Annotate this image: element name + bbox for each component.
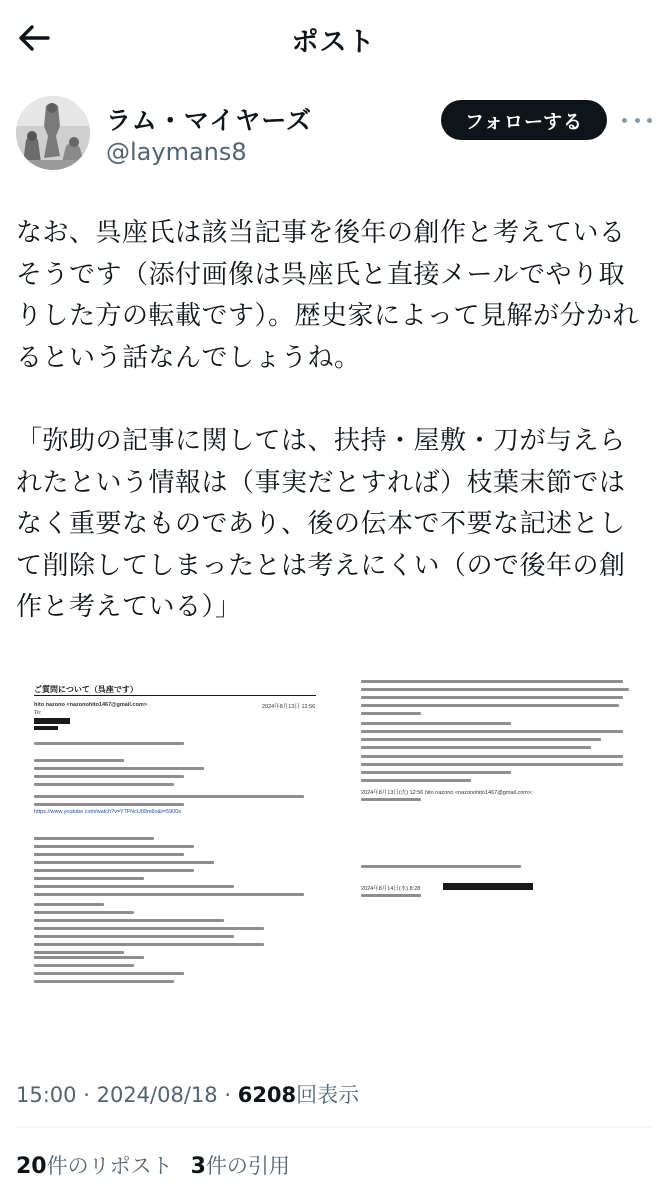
email-body-line (34, 837, 154, 840)
post-text: なお、呉座氏は該当記事を後年の創作と考えているそうです（添付画像は呉座氏と直接メールでやり取りした方の転載です）。歴史家によって見解が分かれるという話なんでしょうね。 「弥助の記事に関しては、扶持・屋敷・刀が与えられたという情報は（事実だとすれば）枝葉末節ではなく重要なものであり、後の伝本で不要な記述として削除してしまったとは考えにくい（ので後年の創作と考えている）」 (16, 218, 640, 623)
email-body-line (34, 893, 304, 896)
meta-separator: · (224, 1083, 232, 1107)
email-body-line (361, 712, 421, 715)
email-body-line (34, 951, 124, 954)
email-body-line (34, 845, 194, 848)
quotes-count: 3 (190, 1154, 206, 1179)
attached-image-right[interactable] (333, 662, 650, 1006)
more-options-button[interactable] (622, 108, 652, 132)
email-body-line (34, 956, 144, 959)
page-title: ポスト (291, 27, 376, 58)
email-body-line (361, 680, 623, 683)
quotes-label: 件の引用 (205, 1154, 290, 1178)
more-dot-icon (647, 118, 652, 123)
email-body-line (361, 779, 471, 782)
email-body-line (34, 861, 214, 864)
post-date[interactable]: 2024/08/18 (96, 1083, 218, 1107)
redacted-bar (34, 726, 58, 730)
email-body-line (34, 775, 184, 778)
email-body-line (34, 877, 144, 880)
email-body-line (361, 704, 619, 707)
redacted-bar (443, 883, 533, 890)
email-body-line (361, 738, 601, 741)
email-sender: hito nazono <nazonohito1467@gmail.com> (34, 702, 147, 708)
attached-image-left[interactable] (16, 662, 333, 1006)
reposts-count: 20 (16, 1154, 47, 1179)
email-body-line (34, 767, 204, 770)
email-header-rule (34, 695, 316, 696)
quoted-email-header: 2024年8月13日(火) 12:56 hito nazono <nazonohito1467@gmail.com>: (361, 790, 533, 796)
email-body-line (34, 935, 234, 938)
author-display-name[interactable]: ラム・マイヤーズ (106, 106, 313, 135)
email-body-line (361, 763, 623, 766)
email-body-line (34, 911, 134, 914)
email-body-line (34, 927, 264, 930)
post-stats (16, 1150, 290, 1180)
email-body-line (361, 746, 591, 749)
email-body-line (34, 885, 234, 888)
email-body-line (34, 783, 174, 786)
email-subject: ご質問について（呉座です） (34, 685, 138, 694)
views-count: 6208 (237, 1083, 297, 1107)
email-link[interactable]: https://www.youtube.com/watch?v=Y7FNcU09m6o&t=5900s (34, 809, 182, 815)
email-body-line (34, 759, 124, 762)
avatar-image-icon (16, 96, 90, 170)
email-body-line (34, 803, 184, 806)
views-label: 回表示 (296, 1083, 360, 1107)
email-body-line (361, 771, 511, 774)
email-body-line (361, 798, 421, 801)
post-time[interactable]: 15:00 (16, 1083, 77, 1107)
email-body-line (34, 919, 224, 922)
reply-date: 2024年8月14日(水) 8:28 (361, 886, 421, 892)
email-body-line (34, 943, 264, 946)
top-bar (0, 0, 667, 78)
email-body-line (361, 688, 629, 691)
reposts-link[interactable] (16, 1154, 173, 1178)
email-body-line (361, 755, 623, 758)
email-date: 2024年8月13日 12:56 (262, 704, 316, 710)
email-body-line (361, 722, 511, 725)
email-body-line (34, 972, 184, 975)
email-body-line (361, 894, 421, 897)
email-to: To: (34, 710, 42, 716)
email-body-line (361, 865, 521, 868)
post-meta (16, 1079, 359, 1109)
author-handle[interactable]: @laymans8 (106, 138, 247, 166)
divider (16, 1127, 651, 1128)
quotes-link[interactable] (191, 1154, 290, 1178)
more-dot-icon (622, 118, 627, 123)
follow-button[interactable]: フォローする (441, 100, 607, 140)
reposts-label: 件のリポスト (46, 1154, 173, 1178)
email-body-line (361, 730, 623, 733)
avatar[interactable] (16, 96, 90, 170)
email-body-line (34, 742, 184, 745)
email-body-line (34, 903, 104, 906)
redacted-bar (34, 718, 70, 724)
attached-images (16, 662, 650, 1006)
email-body-line (34, 853, 184, 856)
more-dot-icon (635, 118, 640, 123)
email-body-line (34, 795, 304, 798)
email-body-line (34, 980, 174, 983)
email-body-line (34, 964, 134, 967)
email-body-line (34, 869, 194, 872)
meta-separator: · (83, 1083, 90, 1107)
email-body-line (361, 696, 623, 699)
